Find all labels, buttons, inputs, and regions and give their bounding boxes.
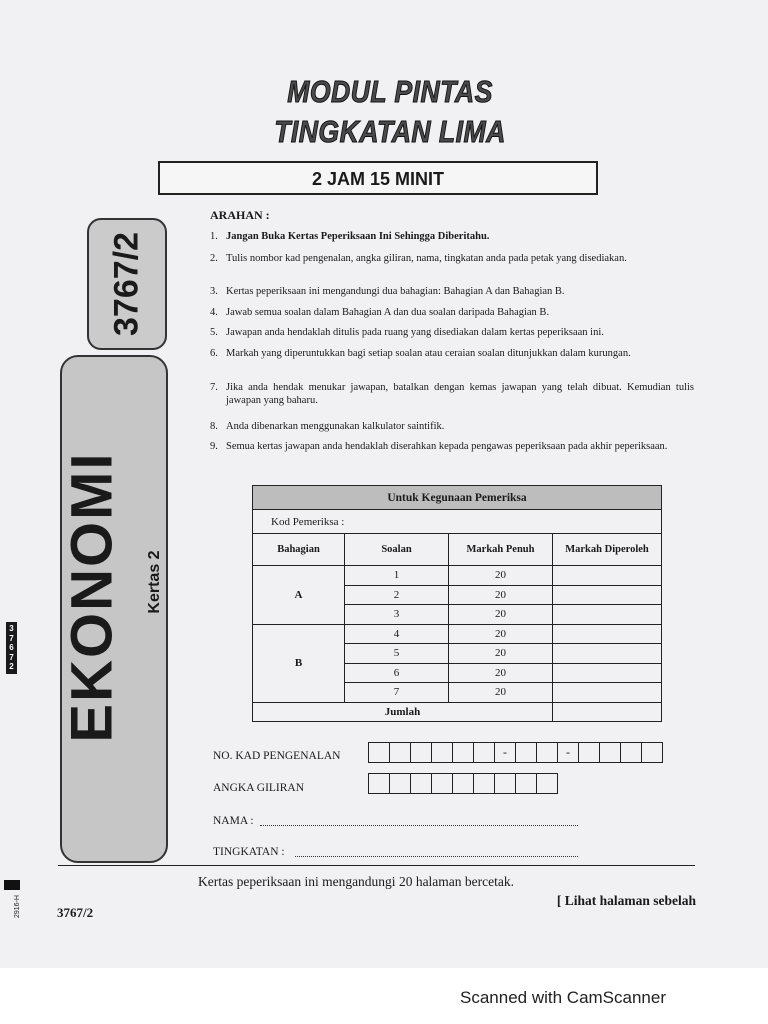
instruction-item: 9. Semua kertas jawapan anda hendaklah diserahkan kepada pengawas peperiksaan pada akhir peperiksaan. [210,441,668,452]
index-digit-box[interactable] [389,773,411,794]
index-digit-box[interactable] [515,773,537,794]
instruction-item: 5. Jawapan anda hendaklah ditulis pada ruang yang disediakan dalam kertas peperiksaan ini. [210,327,604,338]
edge-code-strip [6,622,17,674]
table-row [253,624,662,644]
table-row [253,702,662,722]
marks-obtained-cell[interactable] [553,624,662,644]
index-digit-box[interactable] [473,773,495,794]
next-page-note: [ Lihat halaman sebelah [556,893,696,908]
full-marks: 20 [449,585,553,605]
ic-label: NO. KAD PENGENALAN [213,750,341,762]
instruction-item: 4. Jawab semua soalan dalam Bahagian A dan dua soalan daripada Bahagian B. [210,307,550,318]
index-digit-box[interactable] [410,773,432,794]
instruction-item: 6. Markah yang diperuntukkan bagi setiap soalan atau ceraian soalan ditunjukkan dalam kurungan. [210,348,631,359]
col-header: Markah Diperoleh [553,534,662,566]
instruction-item: 7. Jika anda hendak menukar jawapan, batalkan dengan kemas jawapan yang telah dibuat. Kemudian tulis jawapan yang baharu. [210,382,694,406]
form-label: TINGKATAN : [213,846,285,858]
ic-digit-box[interactable] [536,742,558,763]
side-subject-tab [60,355,168,863]
marks-obtained-cell[interactable] [553,566,662,586]
examiner-table [252,485,662,722]
title-line-2: TINGKATAN LIMA [274,114,506,149]
edge-code-digit: 6 [9,643,14,652]
marks-obtained-cell[interactable] [553,585,662,605]
ic-digit-box[interactable] [641,742,663,763]
examiner-table-title: Untuk Kegunaan Pemeriksa [253,486,662,510]
question-number: 3 [345,605,449,625]
index-digit-box[interactable] [536,773,558,794]
title-line-1: MODUL PINTAS [287,74,493,109]
full-marks: 20 [449,663,553,683]
edge-code-digit: 7 [9,633,14,643]
edge-serial: 2916-H [14,895,21,918]
examiner-code-label: Kod Pemeriksa : [253,510,662,534]
duration-text: 2 JAM 15 MINIT [311,169,445,189]
question-number: 2 [345,585,449,605]
ic-digit-box[interactable] [515,742,537,763]
form-field[interactable] [295,856,578,857]
full-marks: 20 [449,683,553,703]
duration-box [158,161,598,195]
paper-number: Kertas 2 [146,550,163,614]
question-number: 4 [345,624,449,644]
index-digit-box[interactable] [494,773,516,794]
index-label: ANGKA GILIRAN [213,782,305,794]
index-digit-box[interactable] [431,773,453,794]
section-label: B [253,624,345,702]
ic-digit-box[interactable] [578,742,600,763]
name-field[interactable] [260,825,578,826]
footer-paper-code: 3767/2 [57,905,94,920]
total-label: Jumlah [253,702,553,722]
edge-code-digit: 2 [9,662,14,671]
total-marks-cell[interactable] [553,702,662,722]
marks-obtained-cell[interactable] [553,663,662,683]
marks-obtained-cell[interactable] [553,644,662,664]
question-number: 5 [345,644,449,664]
edge-code-digit: 3 [9,624,14,633]
col-header: Bahagian [253,534,345,566]
scanner-watermark: Scanned with CamScanner [460,988,667,1007]
instruction-item: 3. Kertas peperiksaan ini mengandungi dua bahagian: Bahagian A dan Bahagian B. [210,286,565,297]
subject-name: EKONOMI [59,451,125,743]
edge-code-digit: 7 [9,652,14,662]
index-digit-box[interactable] [452,773,474,794]
instruction-item: 2. Tulis nombor kad pengenalan, angka giliran, nama, tingkatan anda pada petak yang disediakan. [210,253,627,264]
section-label: A [253,566,345,625]
ic-number-boxes[interactable] [369,742,663,763]
ic-digit-box[interactable] [368,742,390,763]
col-header: Markah Penuh [449,534,553,566]
ic-digit-box[interactable] [599,742,621,763]
side-paper-code-tab [87,218,167,350]
ic-digit-box[interactable] [431,742,453,763]
index-number-boxes[interactable] [369,773,558,794]
full-marks: 20 [449,566,553,586]
ic-digit-box[interactable] [452,742,474,763]
ic-digit-box[interactable] [620,742,642,763]
ic-digit-box[interactable] [410,742,432,763]
ic-digit-box[interactable] [473,742,495,763]
page-count-note: Kertas peperiksaan ini mengandungi 20 halaman bercetak. [198,874,515,889]
full-marks: 20 [449,644,553,664]
question-number: 1 [345,566,449,586]
ic-digit-box[interactable] [389,742,411,763]
ic-separator: - [494,742,516,763]
ic-separator: - [557,742,579,763]
full-marks: 20 [449,624,553,644]
instructions-heading: ARAHAN : [210,208,270,222]
marks-obtained-cell[interactable] [553,683,662,703]
footer-divider [58,865,695,866]
question-number: 7 [345,683,449,703]
table-row [253,566,662,586]
instruction-item: 1. Jangan Buka Kertas Peperiksaan Ini Sehingga Diberitahu. [210,231,490,242]
edge-marker [4,880,20,890]
marks-obtained-cell[interactable] [553,605,662,625]
question-number: 6 [345,663,449,683]
name-label: NAMA : [213,815,254,827]
instruction-item: 8. Anda dibenarkan menggunakan kalkulator saintifik. [210,421,445,432]
index-digit-box[interactable] [368,773,390,794]
full-marks: 20 [449,605,553,625]
col-header: Soalan [345,534,449,566]
side-paper-code: 3767/2 [107,232,146,336]
